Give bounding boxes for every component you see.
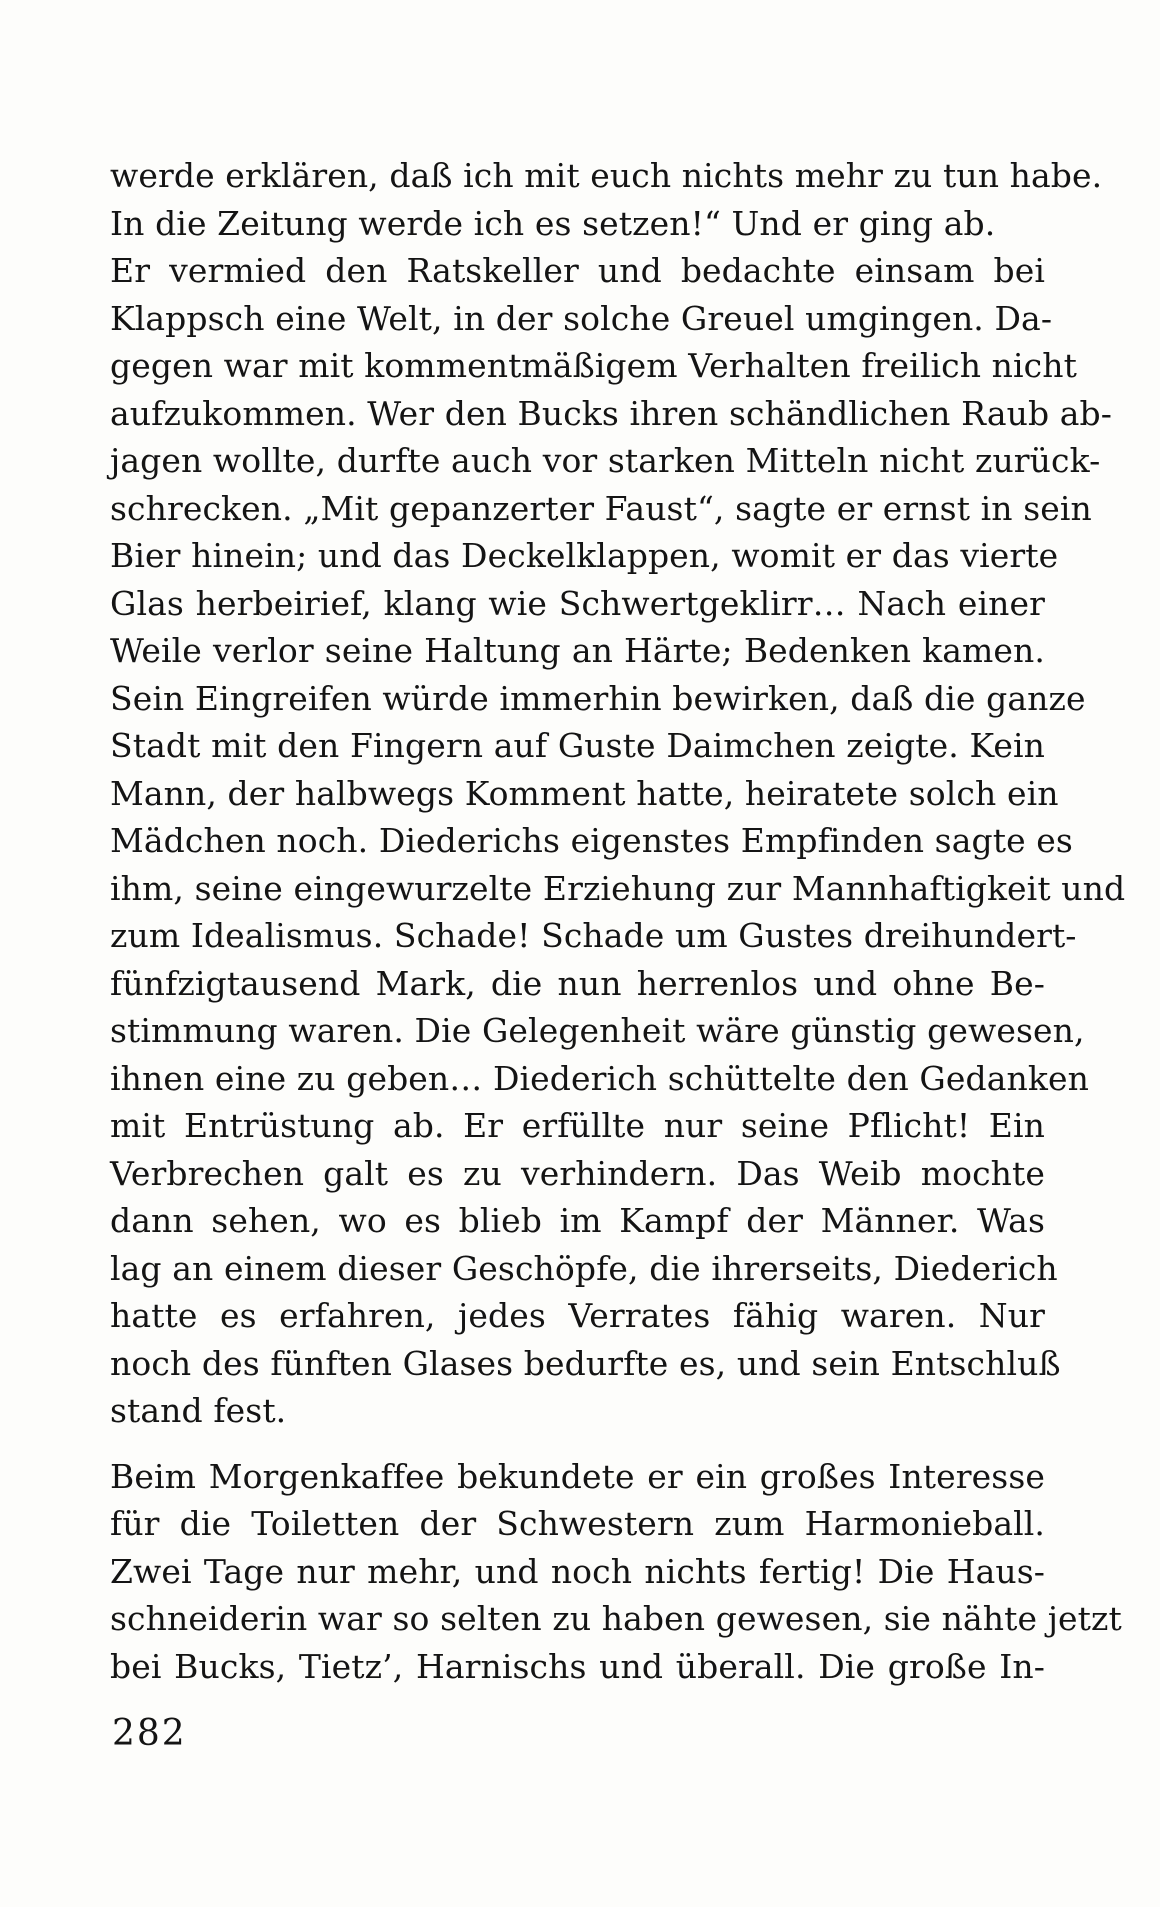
text-line: mit Entrüstung ab. Er erfüllte nur seine Pflicht! Ein	[110, 1106, 1045, 1145]
text-line: stand fest.	[110, 1391, 287, 1430]
text-line: gegen war mit kommentmäßigem Verhalten freilich nicht	[110, 346, 1077, 385]
text-line: Sein Eingreifen würde immerhin bewirken, daß die ganze	[110, 678, 1086, 718]
text-line: ihnen eine zu geben… Diederich schüttelte den Gedanken	[110, 1058, 1089, 1098]
paragraph-gap	[110, 1435, 1045, 1453]
text-line: Bier hinein; und das Deckelklappen, womit er das vierte	[110, 536, 1059, 575]
text-line: Glas herbeirief, klang wie Schwertgeklirr… Nach einer	[110, 583, 1045, 623]
text-line: aufzukommen. Wer den Bucks ihren schändlichen Raub ab-	[110, 393, 1113, 433]
text-line: fünfzigtausend Mark, die nun herrenlos und ohne Be-	[110, 963, 1045, 1003]
text-line: Zwei Tage nur mehr, und noch nichts fertig! Die Haus-	[110, 1551, 1045, 1591]
text-line: jagen wollte, durfte auch vor starken Mitteln nicht zurück-	[110, 441, 1101, 480]
body-text	[110, 152, 1126, 1690]
text-line: stimmung waren. Die Gelegenheit wäre günstig gewesen,	[110, 1011, 1085, 1050]
text-line: Beim Morgenkaffee bekundete er ein großes Interesse	[110, 1456, 1045, 1496]
text-line: für die Toiletten der Schwestern zum Harmonieball.	[110, 1504, 1045, 1543]
text-line: Stadt mit den Fingern auf Guste Daimchen zeigte. Kein	[110, 726, 1045, 765]
paragraph	[110, 247, 1126, 1435]
text-line: Mädchen noch. Diederichs eigenstes Empfinden sagte es	[110, 821, 1073, 860]
text-line: noch des fünften Glases bedurfte es, und sein Entschluß	[110, 1343, 1061, 1383]
text-line: werde erklären, daß ich mit euch nichts mehr zu tun habe.	[110, 156, 1103, 195]
text-line: schneiderin war so selten zu haben gewesen, sie nähte jetzt	[110, 1599, 1122, 1638]
text-line: bei Bucks, Tietz’, Harnischs und überall. Die große In-	[110, 1646, 1045, 1686]
text-line: dann sehen, wo es blieb im Kampf der Männer. Was	[110, 1201, 1045, 1240]
text-line: Er vermied den Ratskeller und bedachte einsam bei	[110, 251, 1045, 290]
paragraph	[110, 1453, 1122, 1691]
text-line: In die Zeitung werde ich es setzen!“ Und er ging ab.	[110, 203, 996, 243]
paragraph	[110, 152, 1103, 247]
text-line: Verbrechen galt es zu verhindern. Das Weib mochte	[110, 1153, 1045, 1193]
text-line: Klappsch eine Welt, in der solche Greuel umgingen. Da-	[110, 298, 1053, 338]
text-line: zum Idealismus. Schade! Schade um Gustes dreihundert-	[110, 916, 1077, 955]
text-line: Mann, der halbwegs Komment hatte, heiratete solch ein	[110, 773, 1059, 813]
text-line: ihm, seine eingewurzelte Erziehung zur Mannhaftigkeit und	[110, 868, 1126, 908]
text-line: hatte es erfahren, jedes Verrates fähig waren. Nur	[110, 1296, 1045, 1335]
page-number: 282	[112, 1713, 187, 1754]
text-line: Weile verlor seine Haltung an Härte; Bedenken kamen.	[110, 631, 1045, 670]
text-line: schrecken. „Mit gepanzerter Faust“, sagte er ernst in sein	[110, 488, 1092, 528]
text-line: lag an einem dieser Geschöpfe, die ihrerseits, Diederich	[110, 1248, 1058, 1288]
